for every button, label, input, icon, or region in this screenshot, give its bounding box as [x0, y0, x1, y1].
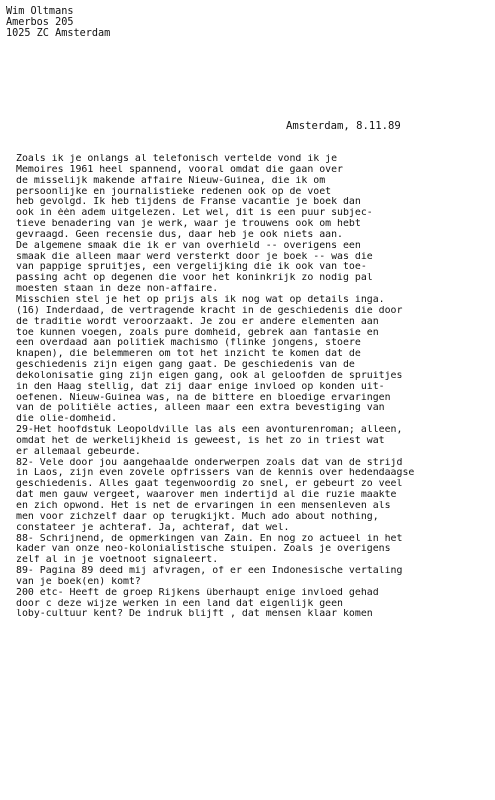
letter-line: een overdaad aan politiek machismo (flinke jongens, stoere [16, 338, 361, 349]
letter-line: zelf al in je voetnoot signaleert. [16, 555, 219, 566]
letter-line: 29-Het hoofdstuk Leopoldville las als een avonturenroman; alleen, [16, 425, 403, 436]
sender-address [6, 6, 110, 40]
letter-line: (16) Inderdaad, de vertragende kracht in de geschiedenis die door [16, 305, 403, 316]
letter-date: Amsterdam, 8.11.89 [286, 120, 401, 132]
letter-line: knapen), die belemmeren om tot het inzicht te komen dat de [16, 349, 361, 360]
letter-line: omdat het de werkelijkheid is geweest, is het zo in triest wat [16, 435, 385, 446]
letter-line: constateer je achteraf. Ja, achteraf, dat wel. [16, 522, 290, 533]
letter-line: 89- Pagina 89 deed mij afvragen, of er een Indonesische vertaling [16, 566, 403, 577]
sender-city: 1025 ZC Amsterdam [6, 28, 111, 40]
letter-body [16, 154, 492, 620]
letter-line: oefenen. Nieuw-Guinea was, na de bittere en bloedige ervaringen [16, 392, 391, 403]
letter-line: heb gevolgd. Ik heb tijdens de Franse vacantie je boek dan [16, 197, 361, 208]
letter-line: dekolonisatie ging zijn eigen gang, ook al geloofden de spruitjes [16, 370, 403, 381]
letter-line: de traditie wordt veroorzaakt. Je zou er andere elementen aan [16, 316, 379, 327]
letter-line: 88- Schrijnend, de opmerkingen van Zain. En nog zo actueel in het [16, 533, 403, 544]
letter-line: de misselijk makende affaire Nieuw-Guinea, die ik om [16, 175, 326, 186]
letter-line: Zoals ik je onlangs al telefonisch vertelde vond ik je [16, 154, 338, 164]
letter-line: toe kunnen voegen, zoals pure domheid, gebrek aan fantasie en [16, 327, 379, 338]
letter-line: kader van onze neo-kolonialistische stuipen. Zoals je overigens [16, 544, 391, 555]
letter-line: De algemene smaak die ik er van overhield -- overigens een [16, 240, 361, 251]
letter-line: smaak die alleen maar werd versterkt door je boek -- was die [16, 251, 373, 262]
letter-line: Memoires 1961 heel spannend, vooral omdat die gaan over [16, 164, 343, 175]
letter-line: ook in één adem uitgelezen. Let wel, dit is een puur subjec- [16, 208, 373, 219]
letter-line: van je boek(en) komt? [16, 576, 141, 587]
letter-line: persoonlijke en journalistieke redenen ook op de voet [16, 186, 332, 197]
sender-name: Wim Oltmans [6, 6, 74, 17]
letter-line: geschiedenis zijn eigen gang gaat. De geschiedenis van de [16, 360, 355, 371]
letter-line: passing acht op degenen die voor het koninkrijk zo nodig pal [16, 273, 373, 284]
letter-line: gevraagd. Geen recensie dus, daar heb je ook niets aan. [16, 229, 343, 240]
sender-street: Amerbos 205 [6, 17, 74, 29]
letter-line: die olie-domheid. [16, 414, 118, 425]
letter-line: in Laos, zijn even zovele opfrissers van de kennis over hedendaagse [16, 468, 415, 479]
letter-line: van de politiële acties, alleen maar een extra bevestiging van [16, 403, 385, 414]
letter-line: 200 etc- Heeft de groep Rijkens überhaupt enige invloed gehad [16, 587, 379, 598]
letter-line: loby-cultuur kent? De indruk blijft , dat mensen klaar komen [16, 609, 373, 620]
letter-line: in den Haag stellig, dat zij daar enige invloed op konden uit- [16, 381, 385, 392]
letter-line: men voor zichzelf daar op terugkijkt. Much ado about nothing, [16, 511, 379, 522]
letter-line: Misschien stel je het op prijs als ik nog wat op details inga. [16, 294, 385, 305]
letter-line: en zich opwond. Het is net de ervaringen in een mensenleven als [16, 501, 391, 511]
letter-line: 82- Vele door jou aangehaalde onderwerpen zoals dat van de strijd [16, 457, 403, 468]
letter-line: geschiedenis. Alles gaat tegenwoordig zo snel, er gebeurt zo veel [16, 479, 403, 490]
letter-line: er allemaal gebeurde. [16, 446, 141, 457]
letter-line: tieve benadering van je werk, waar je trouwens ook om hebt [16, 219, 361, 230]
letter-line: van pappige spruitjes, een vergelijking die ik ook van toe- [16, 262, 367, 273]
letter-line: door c deze wijze werken in een land dat eigenlijk geen [16, 598, 343, 609]
letter-line: moesten staan in deze non-affaire. [16, 284, 219, 295]
letter-line: dat men gauw vergeet, waarover men indertijd al die ruzie maakte [16, 490, 397, 501]
